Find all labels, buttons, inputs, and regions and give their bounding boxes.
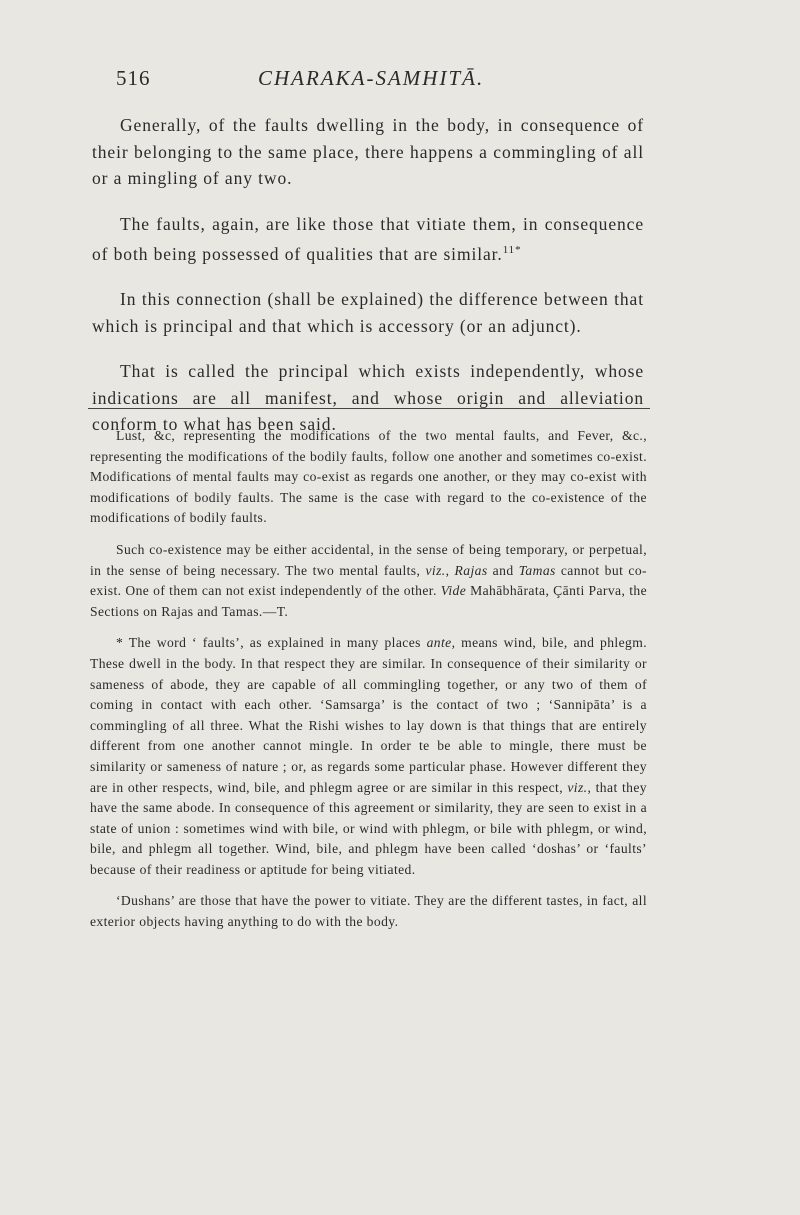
footnote	[90, 633, 647, 880]
footnote-italic: Vide	[440, 583, 467, 599]
paragraph: Generally, of the faults dwelling in the body, in consequence of their belonging to the same place, there happens a commingling of all or a mingling of any two.	[92, 115, 644, 188]
paragraph: In this connection (shall be explained) the difference between that which is principal and that which is accessory (or an adjunct).	[92, 289, 644, 336]
page-number: 516	[116, 66, 151, 90]
running-title: CHARAKA-SAMHITĀ.	[258, 66, 485, 90]
paragraph: That is called the principal which exists independently, whose indications are all manifest, and whose origin and alleviation conform to what has been said.	[92, 361, 644, 435]
footnote-italic: viz.	[425, 562, 446, 578]
footnote-text: means wind, bile, and phlegm. These dwell in the body. In that respect they are similar. In consequence of their similarity or sameness of abode, they are capable of all commingling together, or any two of them of coming in contact with each other. ‘Samsarga’ is the contact of two ; ‘Sannipāta’ is a commingling of all three. What the Rishi wishes to lay down is that things that are entirely different from one another cannot mingle. In order te be able to mingle, there must be similarity or sameness of nature ; or, as regards some particular phase. However different they are in other respects, wind, bile, and phlegm agree or are similar in this respect,	[90, 635, 648, 795]
footnote-italic: viz.	[567, 779, 588, 795]
footnote-text: , that they have the same abode. In consequence of this agreement or similarity, they are seen to exist in a state of union : sometimes wind with bile, or wind with phlegm, or bile with phlegm, or wind, bile, and phlegm all together. Wind, bile, and phlegm have been called ‘doshas’ or ‘faults’ because of their readiness or aptitude for being vitiated.	[90, 779, 647, 877]
footnote: ‘Dushans’ are those that have the power to vitiate. They are the different tastes, in fact, all exterior objects having anything to do with the body.	[90, 893, 647, 930]
main-text	[92, 112, 644, 457]
footnote-italic: Rajas	[454, 562, 488, 578]
footnote-text: cannot but co-exist. One of them can not exist independently of the other.	[90, 562, 647, 599]
footnote: Lust, &c, representing the modifications of the two mental faults, and Fever, &c., representing the modifications of the bodily faults, follow one another and sometimes co-exist. Modifications of mental faults may co-exist as regards one another, or they may co-exist with modifications of bodily faults. The same is the case with regard to the co-existence of the modifications of bodily faults.	[90, 428, 647, 526]
footnote-text: and	[487, 562, 519, 578]
footnote	[90, 540, 647, 622]
footnote-text: Mahābhārata, Çānti Parva, the Sections on Rajas and Tamas.—T.	[90, 583, 648, 619]
footnote-divider	[88, 408, 650, 409]
footnote-text: * The word ‘ faults’, as explained in many places	[116, 635, 427, 651]
footnote-italic: Tamas	[518, 562, 556, 578]
footnote-italic: ante,	[426, 635, 456, 651]
footnote-text: Such co-existence may be either accidental, in the sense of being temporary, or perpetual, in the sense of being necessary. The two mental faults,	[90, 541, 647, 578]
paragraph	[92, 211, 644, 268]
footnote-text: ,	[445, 562, 455, 578]
footnote-reference: 11*	[502, 244, 522, 256]
footnotes	[90, 426, 647, 944]
paragraph-text: The faults, again, are like those that vitiate them, in consequence of both being possessed of qualities that are similar.	[92, 213, 644, 264]
